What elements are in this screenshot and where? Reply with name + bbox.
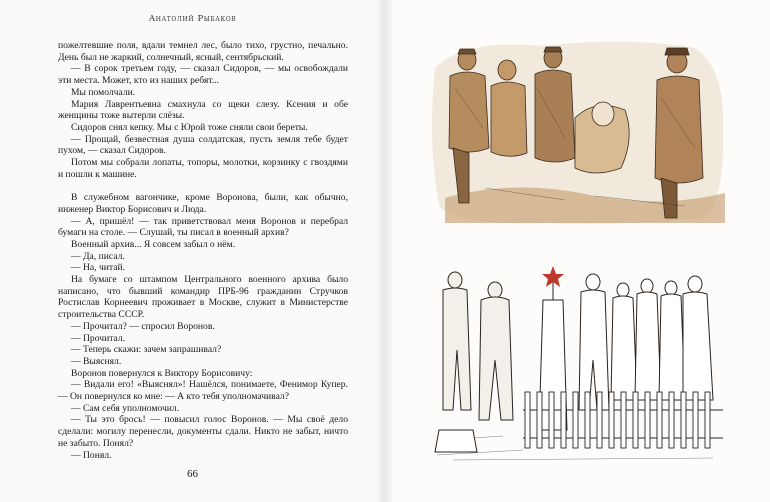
paragraph: — На, читай. [71,262,126,274]
paragraph: Мария Лаврентьевна смахнула со щеки слезу. Ксения и обе женщины тоже вытерли слёзы. [58,98,348,122]
paragraph: Потом мы собрали лопаты, топоры, молотки, корзинку с гвоздями и пошли к машине. [58,157,348,180]
paragraph: — Понял. [71,449,112,461]
paragraph: Воронов повернулся к Виктору Борисовичу: [71,367,253,379]
illustration-monument-gathering [433,260,725,465]
paragraph: — Ты это брось! — повысил голос Воронов. — Мы своё дело сделали: могилу перенесли, документы сдали. Никто не забыт, ничто не забыто. Понял? [58,414,348,449]
paragraph: Военный архив... Я совсем забыл о нём. [71,238,235,250]
paragraph: — Выяснял. [71,355,122,367]
paragraph: — Сам себя уполномочил. [71,402,180,414]
paragraph: — Теперь скажи: зачем запрашивал? [71,344,222,356]
page-number: 66 [187,468,198,480]
paragraph: — Да, писал. [71,250,125,262]
paragraph: — Прощай, безвестная душа солдатская, пусть земля тебе будет пухом, — сказал Сидоров. [58,133,348,157]
paragraph: Мы помолчали. [71,86,136,98]
paragraph: — Видали его! «Выяснял»! Нашёлся, понимаете, Фенимор Купер. — Он повернулся ко мне: — А кто тебя уполномачивал? [58,379,348,403]
paragraph: На бумаге со штампом Центрального военного архива было написано, что бывший командир ПРБ-96 гражданин Стручков Ростислав Корнеевич проживает в Москве, служит в Министерстве строительства СССР. [58,274,348,321]
paragraph: Сидоров снял кепку. Мы с Юрой тоже сняли свои береты. [71,121,308,133]
paragraph: — Прочитал? — спросил Воронов. [71,320,215,332]
illustration-soldiers-mourning [425,28,733,228]
paragraph: — А, пришёл! — так приветствовал меня Воронов и перебрал бумаги на столе. — Слушай, ты писал в военный архив? [58,215,348,239]
paragraph: — Прочитал. [71,332,126,344]
book-gutter [376,0,394,502]
story-text [58,40,348,461]
right-page [385,0,770,502]
paragraph: пожелтевшие поля, вдали темнел лес, было тихо, грустно, печально. День был не жаркий, солнечный, ясный, сентябрьский. [58,40,348,63]
running-head: Анатолий Рыбаков [148,14,237,24]
paragraph: В служебном вагончике, кроме Воронова, были, как обычно, инженер Виктор Борисович и Люда. [58,192,348,215]
paragraph: — В сорок третьем году, — сказал Сидоров, — мы освобождали эти места. Может, кто из наших ребят... [58,63,348,87]
